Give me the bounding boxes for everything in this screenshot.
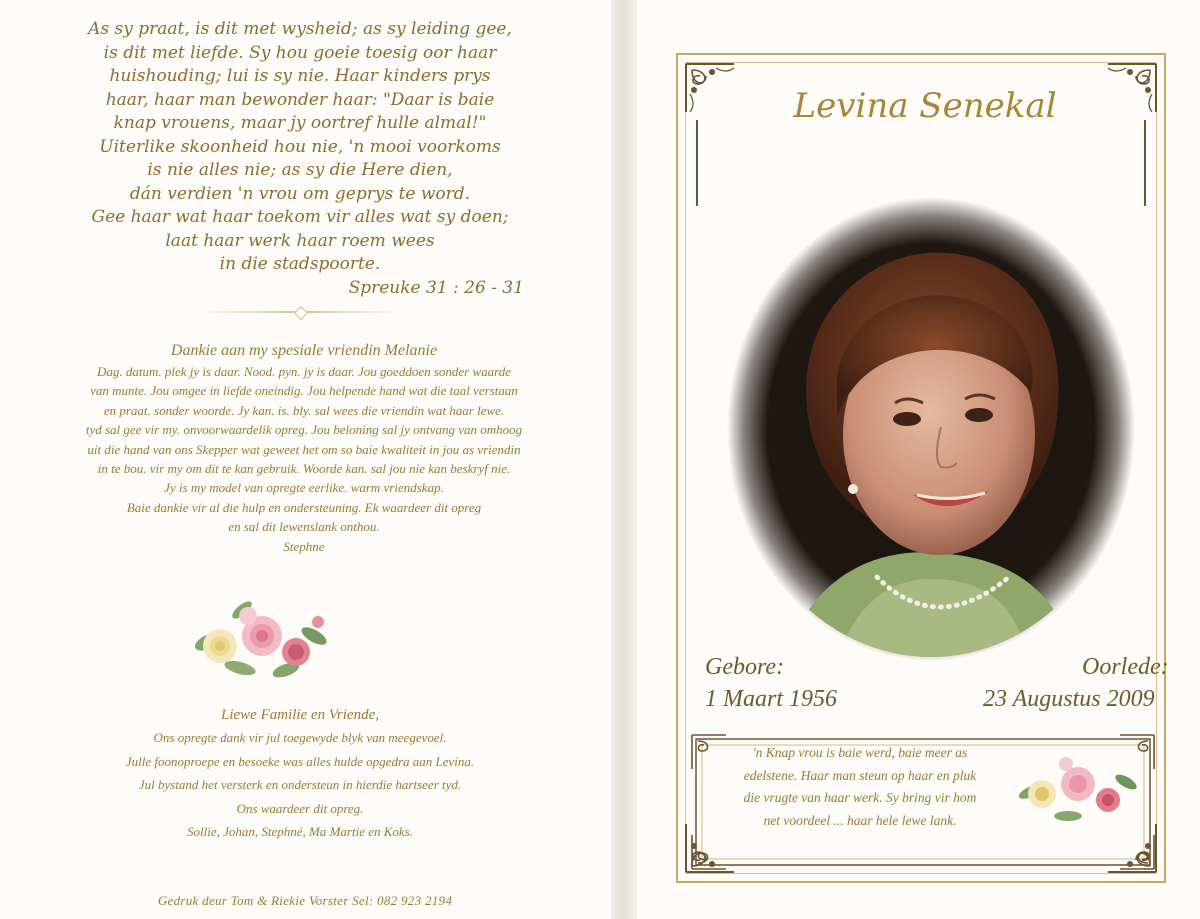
tribute-line: uit die hand van ons Skepper wat geweet het om so baie kwaliteit in jou as vriendin (87, 441, 521, 457)
thanks-line: Ons opregte dank vir jul toegewyde blyk van meegevoel. (153, 730, 447, 745)
died-date: 23 Augustus 2009 (983, 686, 1155, 712)
frame-rule (696, 120, 698, 206)
poem-reference: Spreuke 31 : 26 - 31 (348, 277, 524, 298)
poem-line: dán verdien 'n vrou om geprys te word. (129, 183, 471, 204)
tribute-line: en sal dit lewenslank onthou. (228, 519, 380, 535)
poem-line: As sy praat, is dit met wysheid; as sy leiding gee, (88, 19, 512, 39)
poem-line: knap vrouens, maar jy oortref hulle almal!" (113, 113, 487, 133)
flower-bouquet-icon (180, 596, 338, 682)
born-date: 1 Maart 1956 (705, 686, 837, 712)
tribute-line: van munte. Jou omgee in liefde oneindig. Jou helpende hand wat die taal verstaan (90, 383, 518, 399)
proverbs-poem (40, 18, 560, 300)
ornament-corner-icon (682, 818, 740, 876)
tribute-line: in te bou. vir my om dit te kan gebruik. Woorde kan. sal jou nie kan beskryf nie. (97, 461, 511, 477)
ornament-corner-icon (1102, 60, 1160, 118)
tribute-line: en praat. sonder woorde. Jy kan. is. bly. sal wees die vriendin wat haar lewe. (103, 402, 505, 418)
poem-line: in die stadspoorte. (219, 254, 381, 274)
thanks-line: Ons waardeer dit opreg. (236, 800, 364, 816)
ornament-corner-icon (1102, 818, 1160, 876)
portrait-photo (727, 197, 1135, 661)
verse-line: net voordeel ... haar hele lewe lank. (763, 812, 957, 828)
tribute-signature: Stephne (283, 538, 325, 554)
poem-line: Uiterlike skoonheid hou nie, 'n mooi voorkoms (99, 136, 501, 157)
verse-line: 'n Knap vrou is baie werd, baie meer as (752, 745, 968, 760)
proverbs-verse (710, 742, 1010, 832)
tribute-line: tyd sal gee vir my. onvoorwaardelik opreg. Jou beloning sal jy ontvang van omhoog (85, 422, 523, 438)
family-thanks (60, 704, 540, 844)
poem-line: huishouding; lui is sy nie. Haar kinders prys (109, 66, 491, 86)
deceased-name: Levina Senekal (793, 86, 1057, 126)
died-label: Oorlede: (1082, 654, 1169, 680)
thanks-line: Julle foonoproepe en besoeke was alles hulde opgedra aan Levina. (125, 753, 475, 769)
ornament-corner-icon (682, 60, 740, 118)
tribute-line: Jy is my model van opregte eerlike. warm vriendskap. (164, 480, 444, 496)
born-label: Gebore: (705, 654, 785, 680)
ornament-divider (200, 311, 400, 313)
thanks-heading: Liewe Familie en Vriende, (220, 707, 379, 723)
frame-rule (1144, 120, 1146, 206)
verse-line: edelstene. Haar man steun op haar en pluk (743, 767, 977, 783)
poem-line: laat haar werk haar roem wees (165, 230, 435, 251)
thanks-line: Jul bystand het versterk en ondersteun in hierdie hartseer tyd. (138, 777, 462, 792)
verse-line: die vrugte van haar werk. Sy bring vir hom (743, 790, 977, 805)
tribute-heading: Dankie aan my spesiale vriendin Melanie (170, 342, 438, 359)
thanks-line: Sollie, Johan, Stephné, Ma Martie en Koks. (186, 824, 413, 839)
page-fold (611, 0, 637, 919)
poem-line: is nie alles nie; as sy die Here dien, (147, 160, 453, 180)
poem-line: haar, haar man bewonder haar: "Daar is baie (105, 89, 495, 110)
flower-bouquet-icon (1012, 752, 1142, 826)
tribute-line: Baie dankie vir al die hulp en ondersteuning. Ek waardeer dit opreg (126, 499, 482, 515)
poem-line: Gee haar wat haar toekom vir alles wat sy doen; (91, 207, 509, 227)
poem-line: is dit met liefde. Sy hou goeie toesig oor haar (103, 42, 497, 63)
tribute-line: Dag. datum. plek jy is daar. Nood. pyn. jy is daar. Jou goeddoen sonder waarde (96, 364, 512, 379)
printer-credit: Gedruk deur Tom & Riekie Vorster Sel: 082 923 2194 (157, 893, 453, 908)
friend-tribute (8, 340, 600, 556)
